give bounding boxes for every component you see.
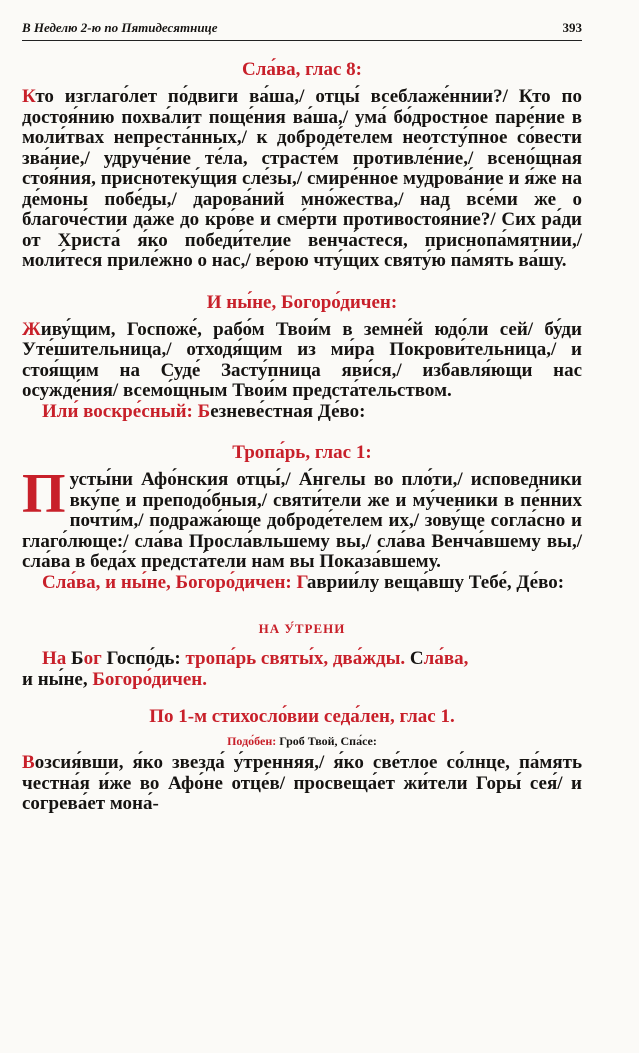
troparion-dropcap: П [22, 463, 66, 525]
podoben-label: Подо́бен: [227, 734, 277, 748]
slava-title: Сла́ва, глас 8: [242, 59, 362, 80]
sedalen-initial: В [22, 752, 35, 773]
alt-text: езневе́стная Де́во: [210, 400, 366, 422]
troparion-body: усты́ни Афо́нския отцы́,/ А́нгелы во пло́ти,/ исповедники вку́пе и преподо́бныя,/ святи́тели же и му́ченики в пе́нних почти́м,/ подража́юще доброде́телем их,/ зову́ще согла́сно и глаго́люще:/ сла́ва Просла́вльшему вы,/ сла́ва Венча́вшему вы,/ сла́ва в беда́х предста́тели нам вы Показа́вшему. [22, 469, 582, 572]
matins-line-part: ог [83, 648, 107, 669]
sedalen-text [22, 753, 582, 815]
matins-line-part: Б [71, 648, 84, 669]
slava-text [22, 87, 582, 272]
theotokion-title: И ны́не, Богоро́дичен: [206, 291, 398, 313]
troparion-slava-initial: Г [296, 571, 307, 593]
matins-line-part: С [409, 648, 424, 669]
sedalen-title: По 1-м стихосло́вии седа́лен, глас 1. [149, 706, 455, 727]
troparion-slava-line [22, 573, 582, 594]
theotokion-initial: Ж [22, 318, 41, 340]
running-head [22, 20, 582, 41]
matins-line [22, 649, 582, 670]
matins-line2-black: и ны́не, [22, 668, 93, 690]
slava-body: то изглаго́лет по́двиги ва́ша,/ отцы́ всеблаже́ннии?/ Кто по достоя́нию похва́лит поще́ния ва́ша,/ ума́ бо́дростное паре́ние в моли́твах непреста́нных,/ к доброде́телем неотсту́пное со́вести зва́ние,/ удруче́ние те́ла, страсте́м противле́ние,/ всено́щная стоя́ния, приснотеку́щия сле́зы,/ смире́нное мудрова́ние и я́же на де́моны побе́ды,/ дарова́ний мно́жества,/ над все́ми же о благоче́стии да́же до кро́ве и сме́рти противостоя́ние?/ Сих ра́ди от Христа́ я́ко победи́телие венча́стеся, приснопа́мятнии,/ моли́теся приле́жно о нас,/ ве́рою чту́щих святу́ю па́мять ва́шу. [22, 86, 582, 271]
alt-initial: Б [197, 400, 211, 422]
running-title: В Неделю 2-ю по Пятидесятнице [22, 20, 218, 35]
troparion-text [22, 463, 582, 573]
troparion-slava-rubric: Сла́ва, и ны́не, Богоро́дичен: [42, 571, 292, 593]
alt-theotokion-line [22, 402, 582, 423]
page-number: 393 [562, 20, 582, 35]
theotokion-body: иву́щим, Госпоже́, рабо́м Твои́м в земне́й юдо́ли сей/ бу́ди Уте́шительница,/ отходя́щим из ми́ра Покрови́тельница,/ и стоя́щим на Суде́ Засту́пница яви́ся,/ избавля́ющи нас осужде́ния/ всемо́щным Твои́м предста́тельством. [22, 318, 582, 401]
page [22, 20, 582, 815]
podoben-text: Гроб Твой, Спа́се: [276, 734, 377, 748]
troparion-slava-text: аврии́лу веща́вшу Тебе́, Де́во: [306, 571, 565, 593]
matins-line2-red: Богоро́дичен. [92, 668, 207, 690]
matins-heading: НА У́ТРЕНИ [258, 621, 346, 636]
matins-line-part: ла́ва, [423, 648, 469, 669]
matins-line-2 [22, 670, 582, 691]
matins-line-part: тропа́рь святы́х, два́жды. [185, 648, 410, 669]
sedalen-body: озсия́вши, я́ко звезда́ у́тренняя,/ я́ко све́тлое со́лнце, па́мять честна́я и́же во Афо́не отце́в/ просвеща́ет жи́тели Горы́ сея́/ и согрева́ет мона́- [22, 752, 582, 814]
troparion-title: Тропа́рь, глас 1: [232, 442, 372, 463]
alt-rubric: Или́ воскре́сный: [42, 400, 193, 422]
slava-initial: К [22, 86, 36, 107]
matins-line-part: Госпо́дь: [106, 648, 186, 669]
matins-line-part: На [42, 648, 72, 669]
podoben-line [22, 734, 582, 749]
theotokion-text [22, 320, 582, 402]
